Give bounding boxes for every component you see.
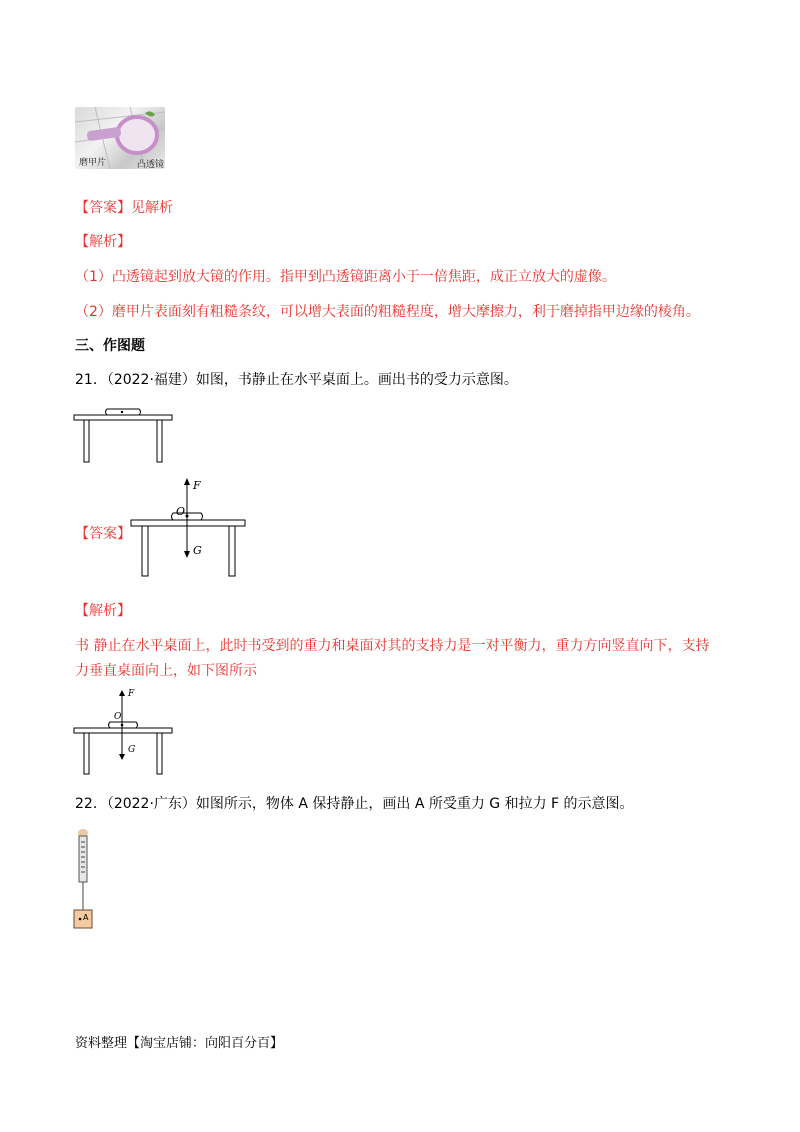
q21-label-O: O (176, 505, 186, 518)
q20-analysis-line2: （2）磨甲片表面刻有粗糙条纹，可以增大表面的粗糙程度，增大摩擦力，利于磨掉指甲边缘的棱角。 (75, 304, 700, 320)
q21-answer-figure (125, 476, 250, 580)
photo-label-right: 凸透镜 (137, 160, 165, 169)
q20-analysis-tag: 【解析】 (75, 234, 131, 250)
q22-stem: 22．（2022·广东）如图所示，物体 A 保持静止，画出 A 所受重力 G 和拉力 F 的示意图。 (75, 796, 634, 812)
section-title: 三、作图题 (75, 338, 145, 354)
photo-label-left: 磨甲片 (79, 158, 107, 168)
q21-analysis-figure (72, 688, 177, 776)
page-footer: 资料整理【淘宝店铺：向阳百分百】 (75, 1036, 284, 1051)
q21-analysis-line2: 力垂直桌面向上，如下图所示 (75, 663, 257, 679)
q22-block-label: A (83, 913, 89, 922)
nail-tool-photo (75, 107, 165, 169)
q21-label-G: G (193, 544, 202, 557)
q21-analysis-label-G: G (128, 745, 136, 755)
q21-label-F: F (193, 479, 201, 492)
q21-table-figure (72, 405, 177, 465)
q21-analysis-tag: 【解析】 (75, 603, 131, 619)
q20-analysis-line1: （1）凸透镜起到放大镜的作用。指甲到凸透镜距离小于一倍焦距，成正立放大的虚像。 (75, 269, 616, 285)
q21-analysis-label-F: F (128, 689, 135, 699)
q21-analysis-line1: 书 静止在水平桌面上，此时书受到的重力和桌面对其的支持力是一对平衡力，重力方向竖直向下，支持 (75, 638, 710, 654)
answer-text: 见解析 (131, 200, 173, 216)
q20-answer (75, 198, 173, 218)
answer-tag: 【答案】 (75, 200, 131, 216)
q21-analysis-label-O: O (114, 712, 122, 722)
q21-stem: 21．（2022·福建）如图，书静止在水平桌面上。画出书的受力示意图。 (75, 372, 518, 388)
q21-answer-tag: 【答案】 (75, 526, 131, 542)
